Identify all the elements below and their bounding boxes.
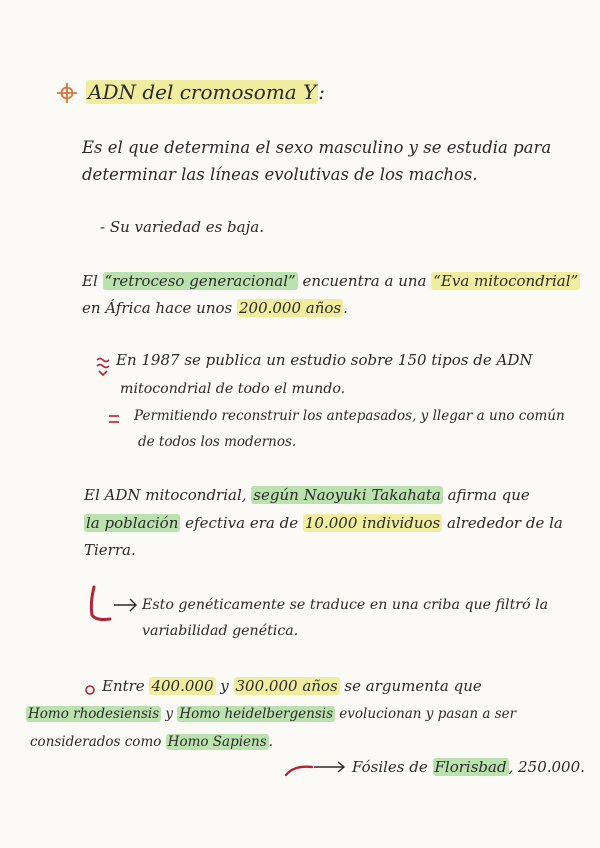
bullet-note: - Su variedad es baja. (100, 218, 264, 236)
paragraph-line: la población efectiva era de 10.000 individuos alrededor de la (86, 514, 563, 532)
paragraph-line: de todos los modernos. (138, 434, 297, 450)
paragraph-line: considerados como Homo Sapiens . (30, 734, 273, 750)
page-title: ADN del cromosoma Y : (88, 80, 326, 104)
paragraph-line: Tierra. (84, 541, 136, 559)
fossil-note: Fósiles de Florisbad , 250.000. (352, 758, 585, 776)
target-bullet-icon (56, 82, 78, 104)
paragraph-line: El ADN mitocondrial, según Naoyuki Takahata afirma que (84, 486, 530, 504)
paragraph-line: En 1987 se publica un estudio sobre 150 tipos de ADN (116, 351, 533, 369)
paragraph-line: determinar las líneas evolutivas de los machos. (82, 165, 478, 184)
red-approx-icon (96, 356, 110, 376)
red-circle-bullet-icon (84, 684, 96, 696)
paragraph-line: Es el que determina el sexo masculino y se estudia para (82, 138, 552, 157)
red-corner-arrow-icon (86, 585, 142, 625)
paragraph-line: en África hace unos 200.000 años . (82, 299, 348, 317)
paragraph-line: Permitiendo reconstruir los antepasados, y llegar a uno común (134, 408, 565, 424)
red-equals-icon (108, 414, 120, 424)
paragraph-line: Homo rhodesiensis y Homo heidelbergensis evolucionan y pasan a ser (28, 706, 517, 722)
paragraph-line: Entre 400.000 y 300.000 años se argumenta que (102, 677, 482, 695)
paragraph-line: mitocondrial de todo el mundo. (120, 381, 346, 397)
red-arrow-icon (284, 755, 350, 779)
paragraph-line: Esto genéticamente se traduce en una criba que filtró la (142, 597, 549, 613)
paragraph-line: El “retroceso generacional” encuentra a una “Eva mitocondrial” (82, 272, 579, 290)
paragraph-line: variabilidad genética. (142, 623, 299, 639)
